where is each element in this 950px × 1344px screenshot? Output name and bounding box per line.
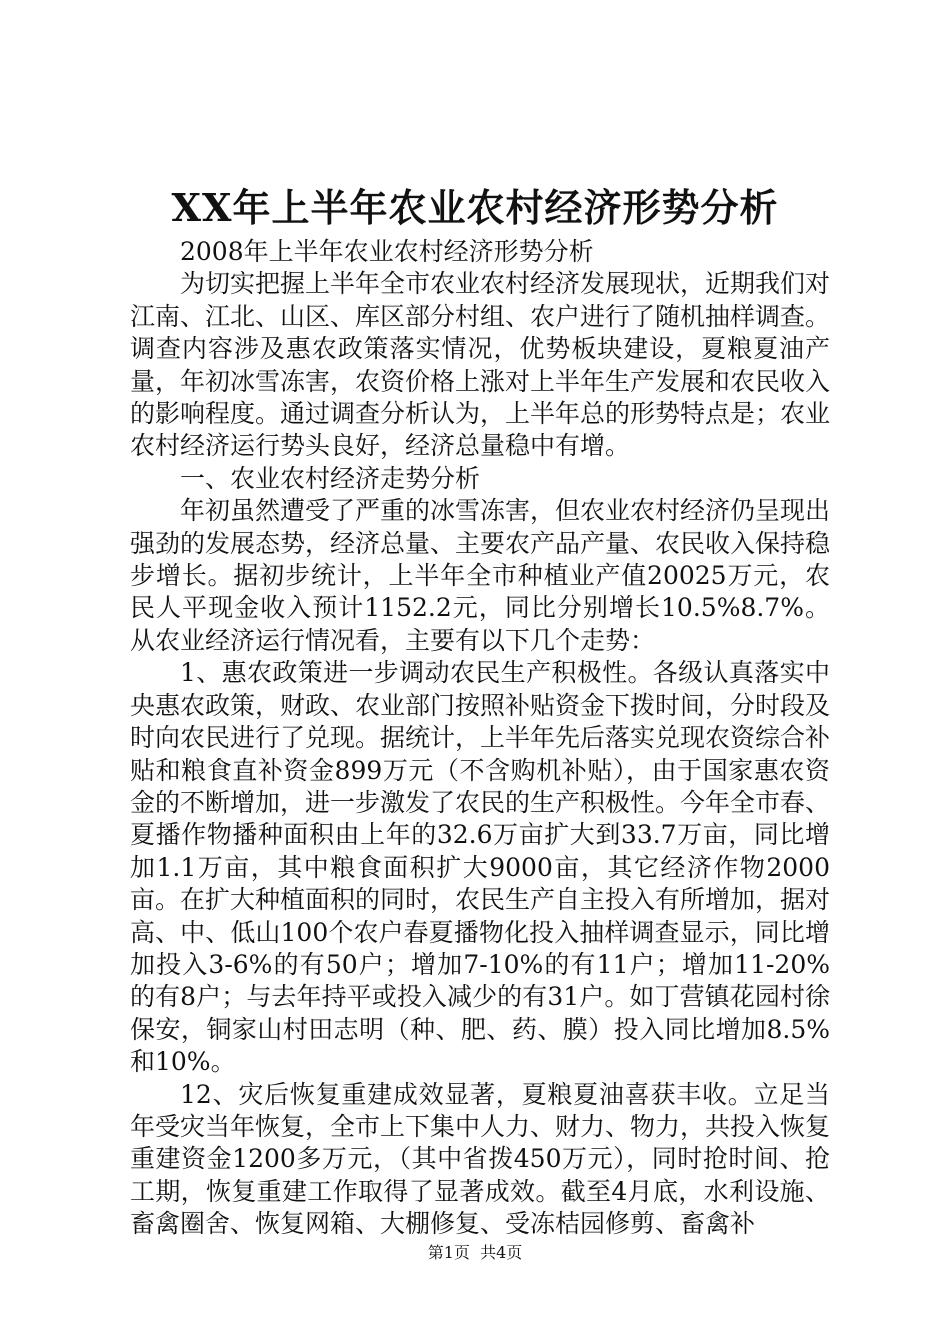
subtitle-paragraph: 2008年上半年农业农村经济形势分析 (180, 237, 594, 266)
section-heading: 一、农业农村经济走势分析 (180, 463, 481, 493)
document-title: XX年上半年农业农村经济形势分析 (171, 185, 779, 230)
body-paragraph: 12、灾后恢复重建成效显著，夏粮夏油喜获丰收。立足当年受灾当年恢复，全市上下集中人力、财力、物力，共投入恢复重建资金1200多万元，（其中省拨450万元），同时抢时间、抢工期，恢复重建工作取得了显著成效。截至4月底，水利设施、畜禽圈舍、恢复网箱、大棚修复、受冻桔园修剪、畜禽补 (130, 1079, 831, 1239)
intro-paragraph: 为切实把握上半年全市农业农村经济发展现状，近期我们对江南、江北、山区、库区部分村组、农户进行了随机抽样调查。调查内容涉及惠农政策落实情况，优势板块建设，夏粮夏油产量，年初冰雪冻害，农资价格上涨对上半年生产发展和农民收入的影响程度。通过调查分析认为，上半年总的形势特点是；农业农村经济运行势头良好，经济总量稳中有增。 (130, 269, 831, 461)
page-number: 第1页 共4页 (427, 1243, 523, 1262)
page-footer (0, 1242, 950, 1264)
body-paragraph: 年初虽然遭受了严重的冰雪冻害，但农业农村经济仍呈现出强劲的发展态势，经济总量、主要农产品产量、农民收入保持稳步增长。据初步统计，上半年全市种植业产值20025万元，农民人平现金收入预计1152.2元，同比分别增长10.5%8.7%。从农业经济运行情况看，主要有以下几个走势： (130, 496, 831, 655)
body-paragraph: 1、惠农政策进一步调动农民生产积极性。各级认真落实中央惠农政策，财政、农业部门按照补贴资金下拨时间，分时段及时向农民进行了兑现。据统计，上半年先后落实兑现农资综合补贴和粮食直补资金899万元（不含购机补贴），由于国家惠农资金的不断增加，进一步激发了农民的生产积极性。今年全市春、夏播作物播种面积由上年的32.6万亩扩大到33.7万亩，同比增加1.1万亩，其中粮食面积扩大9000亩，其它经济作物2000亩。在扩大种植面积的同时，农民生产自主投入有所增加，据对高、中、低山100个农户春夏播物化投入抽样调查显示，同比增加投入3-6%的有50户；增加7-10%的有11户；增加11-20%的有8户；与去年持平或投入减少的有31户。如丁营镇花园村徐保安，铜家山村田志明（种、肥、药、膜）投入同比增加8.5%和10%。 (130, 658, 831, 1077)
document-body (130, 236, 830, 1241)
